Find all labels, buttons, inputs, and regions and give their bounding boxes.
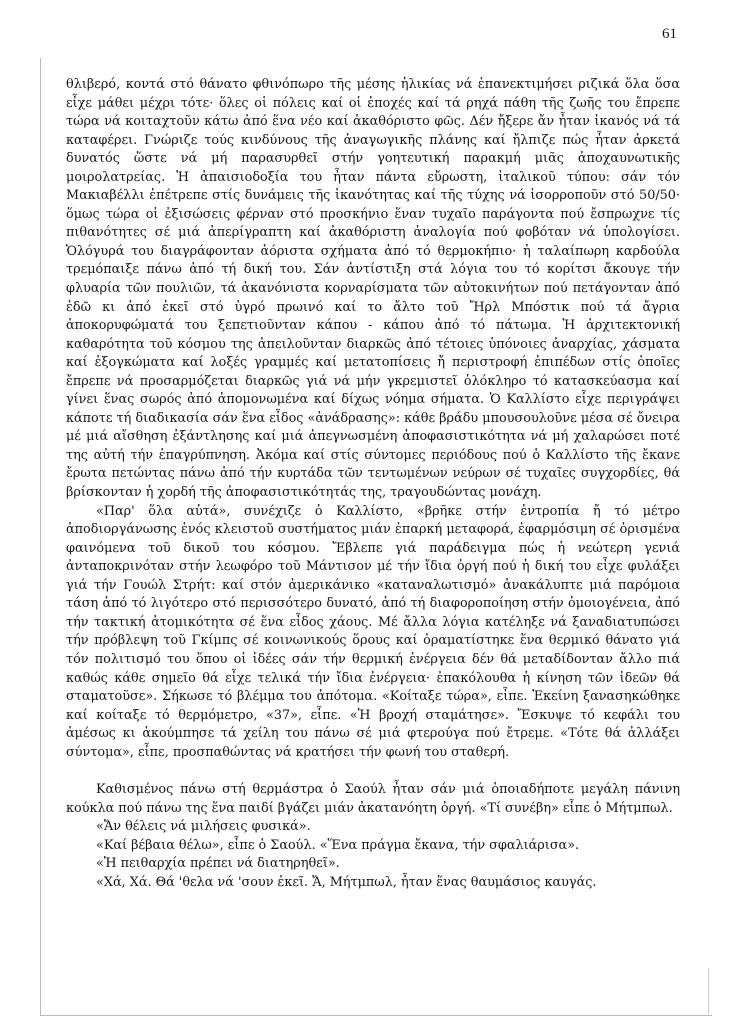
body-text — [66, 76, 680, 893]
page-number: 61 — [662, 26, 677, 42]
paragraph-1: θλιβερό, κοντά στό θάνατο φθινόπωρο τῆς μέσης ἡλικίας νά ἐπανεκτιμήσει ριζικά ὅλα ὅσα εἶχε μάθει μέχρι τότε· ὅλες οἱ πόλεις καί οἱ ἐποχές καί τά ρηχά πάθη τῆς ζωῆς του ἔπρεπε τώρα νά κοιταχτοῦν κάτω ἀπό ἕνα νέο καί ἀκαθόριστο φῶς. Δέν ἤξερε ἄν ἦταν ἱκανός νά τά καταφέρει. Γνώριζε τούς κινδύνους τῆς ἀναγωγικῆς πλάνης καί ἤλπιζε πώς ἦταν ἀρκετά δυνατός ὥστε νά μή παρασυρθεῖ στήν γοητευτική παρακμή μιᾶς ἀποχαυνωτικῆς μοιρολατρείας. Ἡ ἀπαισιοδοξία του ἦταν πάντα εὔρωστη, ἰταλικοῦ τύπου: σάν τόν Μακιαβέλλι ἐπέτρεπε στίς δυνάμεις τῆς ἱκανότητας καί τῆς τύχης νά ἰσορροποῦν στό 50/50· ὅμως τώρα οἱ ἐξισώσεις φέρναν στό προσκήνιο ἕναν τυχαῖο παράγοντα πού ἔσπρωχνε τίς πιθανότητες σέ μιά ἀπερίγραπτη καί ἀκαθόριστη ἀναλογία πού φοβόταν νά ὑπολογίσει. Ὁλόγυρά του διαγράφονταν ἀόριστα σχήματα ἀπό τό θερμοκήπιο· ἡ ταλαίπωρη καρδούλα τρεμόπαιξε πάνω ἀπό τή δική του. Σάν ἀντίστιξη στά λόγια του τό κορίτσι ἄκουγε τήν φλυαρία τῶν πουλιῶν, τά ἀκανόνιστα κορναρίσματα τῶν αὐτοκινήτων πού πετάγονταν ἀπό ἐδῶ κι ἀπό ἐκεῖ στό ὑγρό πρωινό καί το ἄλτο τοῦ Ἤρλ Μπόστικ πού τά ἄγρια ἀποκορυφώματά του ξεπετιοῦνταν κάπου - κάπου ἀπό τό πάτωμα. Ἡ ἀρχιτεκτονική καθαρότητα τοῦ κόσμου της ἀπειλοῦνταν διαρκῶς ἀπό τέτοιες ὑπόνοιες ἀναρχίας, χάσματα καί ἐξογκώματα καί λοξές γραμμές καί μετατοπίσεις ἤ περιστροφή ἐπιπέδων στίς ὁποῖες ἔπρεπε νά προσαρμόζεται διαρκῶς γιά νά μήν γκρεμιστεῖ ὁλόκληρο τό κατασκεύασμα καί γίνει ἕνας σωρός ἀπό ἀπομονωμένα καί δίχως νόημα σήματα. Ὁ Καλλίστο εἶχε περιγράψει κάποτε τή διαδικασία σάν ἕνα εἶδος «ἀνάδρασης»: κάθε βράδυ μπουσουλοῦνε μέσα σέ ὄνειρα μέ μιά αἴσθηση ἐξάντλησης καί μιά ἀπεγνωσμένη ἀποφασιστικότητα νά μή χαλαρώσει ποτέ της αὐτή τήν ἐπαγρύπνηση. Ἀκόμα καί στίς σύντομες περιόδους πού ὁ Καλλίστο τῆς ἔκανε ἔρωτα πετώντας πάνω ἀπό τήν κυρτάδα τῶν τεντωμένων νεύρων σέ τυχαῖες συγχορδίες, θά βρίσκονταν ἡ χορδή τῆς ἀποφασιστικότητάς της, τραγουδώντας μονάχη. — [66, 77, 680, 501]
dialogue-line-3: «Ἡ πειθαρχία πρέπει νά διατηρηθεῖ». — [96, 856, 340, 872]
paragraph-2: «Παρ' ὅλα αὐτά», συνέχιζε ὁ Καλλίστο, «βρῆκε στήν ἐντροπία ἤ τό μέτρο ἀποδιοργάνωσης ἑνός κλειστοῦ συστήματος μιάν ἐπαρκή μεταφορά, ἐφαρμόσιμη σέ ὁρισμένα φαινόμενα τοῦ δικοῦ του κόσμου. Ἔβλεπε γιά παράδειγμα πώς ἡ νεώτερη γενιά ἀνταποκρινόταν στήν λεωφόρο τοῦ Μάντισον μέ τήν ἴδια ὀργή πού ἡ δική του εἶχε φυλάξει γιά τήν Γουώλ Στρήτ: καί στόν ἀμερικάνικο «καταναλωτισμό» ἀνακάλυπτε μιά παρόμοια τάση ἀπό τό λιγότερο στό περισσότερο δυνατό, ἀπό τή διαφοροποίηση στήν ὁμοιογένεια, ἀπό τήν τακτική ἀτομικότητα σέ ἕνα εἶδος χάους. Μέ ἄλλα λόγια κατέληξε νά ξαναδιατυπώσει τήν πρόβλεψη τοῦ Γκίμπς σέ κοινωνικούς ὅρους καί ὁραματίστηκε ἕνα θερμικό θάνατο γιά τόν πολιτισμό του ὅπου οἱ ἰδέες σάν τήν θερμική ἐνέργεια δέν θά μεταδίδονταν ἄλλο πιά καθώς κάθε σημεῖο θά εἶχε τελικά τήν ἴδια ἐνέργεια· ἐπακόλουθα ἡ κίνηση τῶν ἰδεῶν θά σταματοῦσε». Σήκωσε τό βλέμμα του ἀπότομα. «Κοίταξε τώρα», εἶπε. Ἐκείνη ξανασηκώθηκε καί κοίταξε τό θερμόμετρο, «37», εἶπε. «Ἡ βροχή σταμάτησε». Ἔσκυψε τό κεφάλι του ἀμέσως κι ἀκούμπησε τά χείλη του πάνω σέ μιά φτερούγα πού ἔτρεμε. «Τότε θά ἀλλάξει σύντομα», εἶπε, προσπαθώντας νά κρατήσει τήν φωνή του σταθερή. — [66, 503, 680, 760]
dialogue-line-2: «Καί βέβαια θέλω», εἶπε ὁ Σαούλ. «Ἕνα πράγμα ἔκανα, τήν σφαλιάρισα». — [96, 837, 580, 853]
page-frame-right-rule — [708, 968, 709, 1016]
dialogue-line-1: «Ἄν θέλεις νά μιλήσεις φυσικά». — [96, 819, 311, 835]
page-frame-left-rule — [40, 58, 41, 1016]
page-frame-bottom-rule — [40, 1015, 712, 1016]
section-break — [66, 762, 680, 781]
paragraph-3: Καθισμένος πάνω στή θερμάστρα ὁ Σαούλ ἦταν σάν μιά ὁποιαδήποτε μεγάλη πάνινη κούκλα πού πάνω της ἕνα παιδί βγάζει μιάν ἀκατανόητη ὀργή. «Τί συνέβη» εἶπε ὁ Μήτμπωλ. — [66, 782, 680, 816]
dialogue-line-4: «Χά, Χά. Θά 'θελα νά 'σουν ἐκεῖ. Ἄ, Μήτμπωλ, ἦταν ἕνας θαυμάσιος καυγάς. — [96, 874, 597, 890]
